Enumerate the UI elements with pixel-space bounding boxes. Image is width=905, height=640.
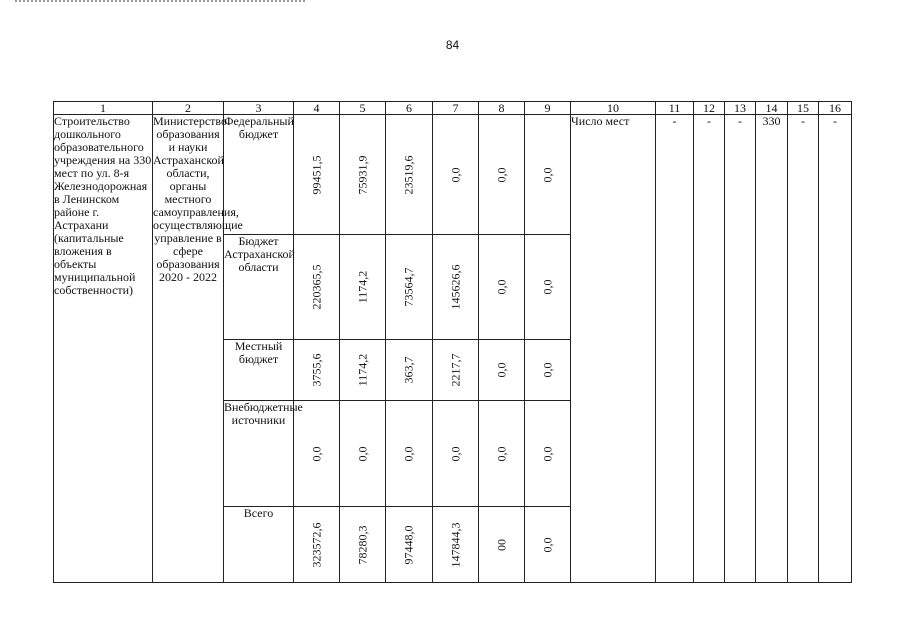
- funding-value: [433, 115, 479, 235]
- funding-value: [479, 235, 525, 340]
- value-text: 0,0: [309, 446, 323, 461]
- funding-value: [479, 115, 525, 235]
- value-text: 1174,2: [355, 353, 369, 387]
- funding-value: [386, 235, 433, 340]
- indicator-value: -: [694, 115, 725, 583]
- funding-value: [525, 115, 571, 235]
- value-text: 00: [494, 538, 508, 551]
- value-text: 97448,0: [401, 525, 416, 564]
- column-number: 5: [340, 102, 386, 115]
- value-text: 73564,7: [401, 267, 416, 307]
- indicator-value: -: [788, 115, 819, 583]
- value-text: 23519,6: [401, 155, 416, 194]
- column-number: 11: [656, 102, 694, 115]
- indicator-value: -: [656, 115, 694, 583]
- column-number-row: [54, 102, 852, 115]
- column-number: 4: [294, 102, 340, 115]
- column-number: 9: [525, 102, 571, 115]
- funding-value: [525, 235, 571, 340]
- value-text: 0,0: [540, 537, 554, 552]
- value-text: 323572,6: [309, 522, 323, 567]
- indicator-value: -: [819, 115, 852, 583]
- value-text: 78280,3: [355, 525, 369, 564]
- value-text: 0,0: [494, 362, 508, 378]
- scan-artifact-line: [15, 0, 305, 8]
- value-text: 0,0: [494, 167, 508, 182]
- column-number: 16: [819, 102, 852, 115]
- funding-value: [340, 340, 386, 401]
- funding-value: [386, 401, 433, 507]
- value-text: 0,0: [448, 446, 462, 461]
- value-text: 3755,6: [309, 353, 323, 387]
- column-number: 1: [54, 102, 153, 115]
- funding-value: [479, 507, 525, 583]
- column-number: 10: [571, 102, 656, 115]
- column-number: 15: [788, 102, 819, 115]
- funding-value: [525, 507, 571, 583]
- column-number: 3: [224, 102, 294, 115]
- value-text: 0,0: [355, 446, 369, 461]
- value-text: 363,7: [401, 356, 416, 384]
- period-text: 2020 - 2022: [159, 270, 217, 284]
- funding-value: [525, 401, 571, 507]
- indicator-value: 330: [756, 115, 788, 583]
- funding-value: [340, 235, 386, 340]
- funding-value: [340, 401, 386, 507]
- funding-value: [479, 340, 525, 401]
- funding-source: Местный бюджет: [224, 340, 294, 401]
- program-table: [53, 101, 852, 583]
- funding-value: [294, 235, 340, 340]
- funding-value: [386, 115, 433, 235]
- column-number: 6: [386, 102, 433, 115]
- column-number: 14: [756, 102, 788, 115]
- funding-value: [294, 401, 340, 507]
- value-text: 0,0: [540, 446, 554, 461]
- value-text: 0,0: [540, 279, 554, 295]
- value-text: 147844,3: [448, 522, 462, 567]
- column-number: 8: [479, 102, 525, 115]
- funding-value: [386, 507, 433, 583]
- funding-source: Внебюджетные источники: [224, 401, 294, 507]
- funding-value: [294, 340, 340, 401]
- funding-value: [433, 401, 479, 507]
- funding-value: [340, 115, 386, 235]
- value-text: 220365,5: [309, 264, 323, 310]
- measure-cell: Строительство дошкольного образовательного учреждения на 330 мест по ул. 8-я Железнодорожная в Ленинском районе г. Астрахани (капитальные вложения в объекты муниципальной собственности): [54, 115, 153, 583]
- column-number: 2: [153, 102, 224, 115]
- value-text: 0,0: [448, 167, 462, 182]
- indicator-name: Число мест: [571, 115, 656, 583]
- value-text: 0,0: [540, 167, 554, 182]
- executor-text: Министерство образования и науки Астраханской области, органы местного самоуправления, осуществляющие управление в сфере образования: [153, 114, 243, 271]
- funding-value: [340, 507, 386, 583]
- page-number: 84: [445, 38, 460, 52]
- value-text: 0,0: [494, 279, 508, 295]
- value-text: 0,0: [540, 362, 554, 378]
- value-text: 0,0: [401, 446, 416, 461]
- funding-value: [525, 340, 571, 401]
- column-number: 12: [694, 102, 725, 115]
- funding-source: Бюджет Астраханской области: [224, 235, 294, 340]
- column-number: 13: [725, 102, 756, 115]
- value-text: 75931,9: [355, 155, 369, 194]
- funding-value: [479, 401, 525, 507]
- value-text: 99451,5: [309, 155, 323, 194]
- indicator-value: -: [725, 115, 756, 583]
- funding-value: [386, 340, 433, 401]
- value-text: 0,0: [494, 446, 508, 461]
- column-number: 7: [433, 102, 479, 115]
- funding-source: Всего: [224, 507, 294, 583]
- value-text: 1174,2: [355, 270, 369, 304]
- funding-value: [294, 115, 340, 235]
- executor-cell: [153, 114, 243, 583]
- funding-value: [294, 507, 340, 583]
- funding-row: [54, 115, 852, 235]
- funding-value: [433, 235, 479, 340]
- value-text: 145626,6: [448, 264, 462, 310]
- funding-value: [433, 340, 479, 401]
- funding-value: [433, 507, 479, 583]
- funding-source: Федеральный бюджет: [224, 115, 294, 235]
- value-text: 2217,7: [448, 353, 462, 387]
